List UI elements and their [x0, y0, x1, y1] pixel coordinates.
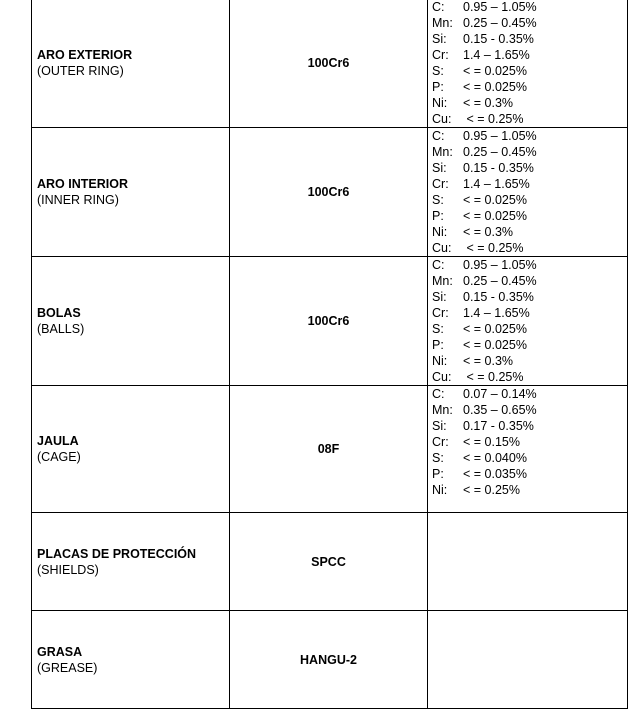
composition-line — [432, 402, 627, 418]
material-cell: 100Cr6 — [230, 128, 428, 257]
composition-line — [432, 111, 627, 127]
element-value: 0.17 - 0.35% — [463, 419, 534, 433]
element-symbol: Cu: — [432, 112, 452, 126]
element-value: 1.4 – 1.65% — [463, 48, 530, 62]
element-value: 0.25 – 0.45% — [463, 145, 537, 159]
composition-cell — [428, 128, 628, 257]
composition-line — [432, 434, 627, 450]
part-name-es: GRASA — [37, 644, 83, 659]
material-cell: 100Cr6 — [230, 257, 428, 386]
element-symbol: Ni: — [432, 354, 448, 368]
element-value: < = 0.3% — [463, 225, 514, 239]
element-symbol: C: — [432, 0, 445, 14]
element-value: 0.95 – 1.05% — [463, 258, 537, 272]
table-body — [32, 0, 628, 709]
element-symbol: Cr: — [432, 435, 449, 449]
element-symbol: P: — [432, 80, 444, 94]
part-name-es: JAULA — [37, 434, 79, 448]
element-value: < = 0.025% — [463, 338, 527, 352]
element-symbol: S: — [432, 193, 444, 207]
element-symbol: Mn: — [432, 403, 453, 417]
table-row — [32, 386, 628, 513]
element-symbol: C: — [432, 258, 445, 272]
element-value: 0.25 – 0.45% — [463, 274, 537, 288]
element-symbol: Cr: — [432, 177, 449, 191]
table-row — [32, 257, 628, 386]
element-value: 0.95 – 1.05% — [463, 129, 537, 143]
part-name-es: ARO EXTERIOR — [37, 48, 133, 62]
composition-line — [432, 15, 627, 31]
composition-line — [432, 482, 627, 498]
composition-line — [432, 0, 627, 15]
element-symbol: C: — [432, 387, 445, 401]
element-symbol: Cu: — [432, 370, 452, 384]
part-cell — [32, 0, 230, 128]
composition-cell — [428, 513, 628, 611]
material-cell: HANGU-2 — [230, 611, 428, 709]
part-name-en: (CAGE) — [37, 450, 81, 464]
part-name-es: BOLAS — [37, 306, 81, 320]
part-cell — [32, 386, 230, 513]
part-name-es: PLACAS DE PROTECCIÓN — [37, 546, 197, 561]
element-value: 0.15 - 0.35% — [463, 32, 534, 46]
composition-line — [432, 273, 627, 289]
composition-line — [432, 450, 627, 466]
part-cell — [32, 513, 230, 611]
composition-cell — [428, 257, 628, 386]
element-symbol: Mn: — [432, 16, 453, 30]
composition-line — [432, 337, 627, 353]
table-row — [32, 0, 628, 128]
composition-cell — [428, 386, 628, 513]
composition-line — [432, 289, 627, 305]
part-name-en: (GREASE) — [37, 660, 98, 675]
element-symbol: Si: — [432, 32, 447, 46]
element-symbol: Cr: — [432, 306, 449, 320]
part-name-en: (BALLS) — [37, 322, 85, 336]
element-value: < = 0.25% — [463, 483, 520, 497]
element-value: 0.15 - 0.35% — [463, 161, 534, 175]
part-name-en: (SHIELDS) — [37, 562, 99, 577]
composition-line — [432, 353, 627, 369]
composition-line — [432, 224, 627, 240]
part-cell — [32, 257, 230, 386]
element-value: 0.35 – 0.65% — [463, 403, 537, 417]
element-value: 0.25 – 0.45% — [463, 16, 537, 30]
composition-line — [432, 144, 627, 160]
element-symbol: P: — [432, 338, 444, 352]
element-value: < = 0.025% — [463, 322, 527, 336]
composition-line — [432, 160, 627, 176]
element-symbol: Ni: — [432, 483, 448, 497]
element-value: 0.15 - 0.35% — [463, 290, 534, 304]
part-name-en: (INNER RING) — [37, 193, 119, 207]
composition-line — [432, 418, 627, 434]
element-symbol: P: — [432, 467, 444, 481]
element-value: < = 0.025% — [463, 209, 527, 223]
material-cell: SPCC — [230, 513, 428, 611]
part-cell — [32, 611, 230, 709]
element-symbol: Si: — [432, 161, 447, 175]
composition-line — [432, 95, 627, 111]
table-row — [32, 513, 628, 611]
element-value: 1.4 – 1.65% — [463, 177, 530, 191]
composition-line — [432, 240, 627, 256]
composition-cell — [428, 611, 628, 709]
composition-cell — [428, 0, 628, 128]
material-cell: 08F — [230, 386, 428, 513]
element-symbol: Cu: — [432, 241, 452, 255]
composition-line — [432, 128, 627, 144]
table-row — [32, 611, 628, 709]
part-cell — [32, 128, 230, 257]
element-symbol: Mn: — [432, 145, 453, 159]
material-cell: 100Cr6 — [230, 0, 428, 128]
element-symbol: Ni: — [432, 225, 448, 239]
composition-line — [432, 208, 627, 224]
element-value: < = 0.025% — [463, 80, 527, 94]
element-value: 1.4 – 1.65% — [463, 306, 530, 320]
element-value: < = 0.3% — [463, 354, 514, 368]
element-symbol: S: — [432, 451, 444, 465]
composition-line — [432, 63, 627, 79]
element-value: < = 0.3% — [463, 96, 514, 110]
element-value: < = 0.25% — [463, 241, 524, 255]
composition-line — [432, 192, 627, 208]
part-name-en: (OUTER RING) — [37, 64, 124, 78]
composition-line — [432, 466, 627, 482]
element-symbol: Cr: — [432, 48, 449, 62]
composition-line — [432, 386, 627, 402]
element-symbol: S: — [432, 322, 444, 336]
element-value: < = 0.025% — [463, 64, 527, 78]
element-value: < = 0.25% — [463, 112, 524, 126]
composition-line — [432, 305, 627, 321]
composition-line — [432, 31, 627, 47]
table-row — [32, 128, 628, 257]
element-value: < = 0.035% — [463, 467, 527, 481]
element-value: < = 0.15% — [463, 435, 520, 449]
element-symbol: Si: — [432, 419, 447, 433]
part-name-es: ARO INTERIOR — [37, 177, 128, 191]
element-value: 0.95 – 1.05% — [463, 0, 537, 14]
element-value: < = 0.025% — [463, 193, 527, 207]
composition-line — [432, 321, 627, 337]
composition-line — [432, 257, 627, 273]
element-symbol: Si: — [432, 290, 447, 304]
element-symbol: Mn: — [432, 274, 453, 288]
element-symbol: S: — [432, 64, 444, 78]
composition-line — [432, 176, 627, 192]
element-value: 0.07 – 0.14% — [463, 387, 537, 401]
composition-line — [432, 47, 627, 63]
material-spec-table — [31, 0, 628, 709]
composition-line — [432, 369, 627, 385]
composition-line — [432, 79, 627, 95]
element-symbol: P: — [432, 209, 444, 223]
element-value: < = 0.25% — [463, 370, 524, 384]
element-symbol: Ni: — [432, 96, 448, 110]
element-value: < = 0.040% — [463, 451, 527, 465]
element-symbol: C: — [432, 129, 445, 143]
